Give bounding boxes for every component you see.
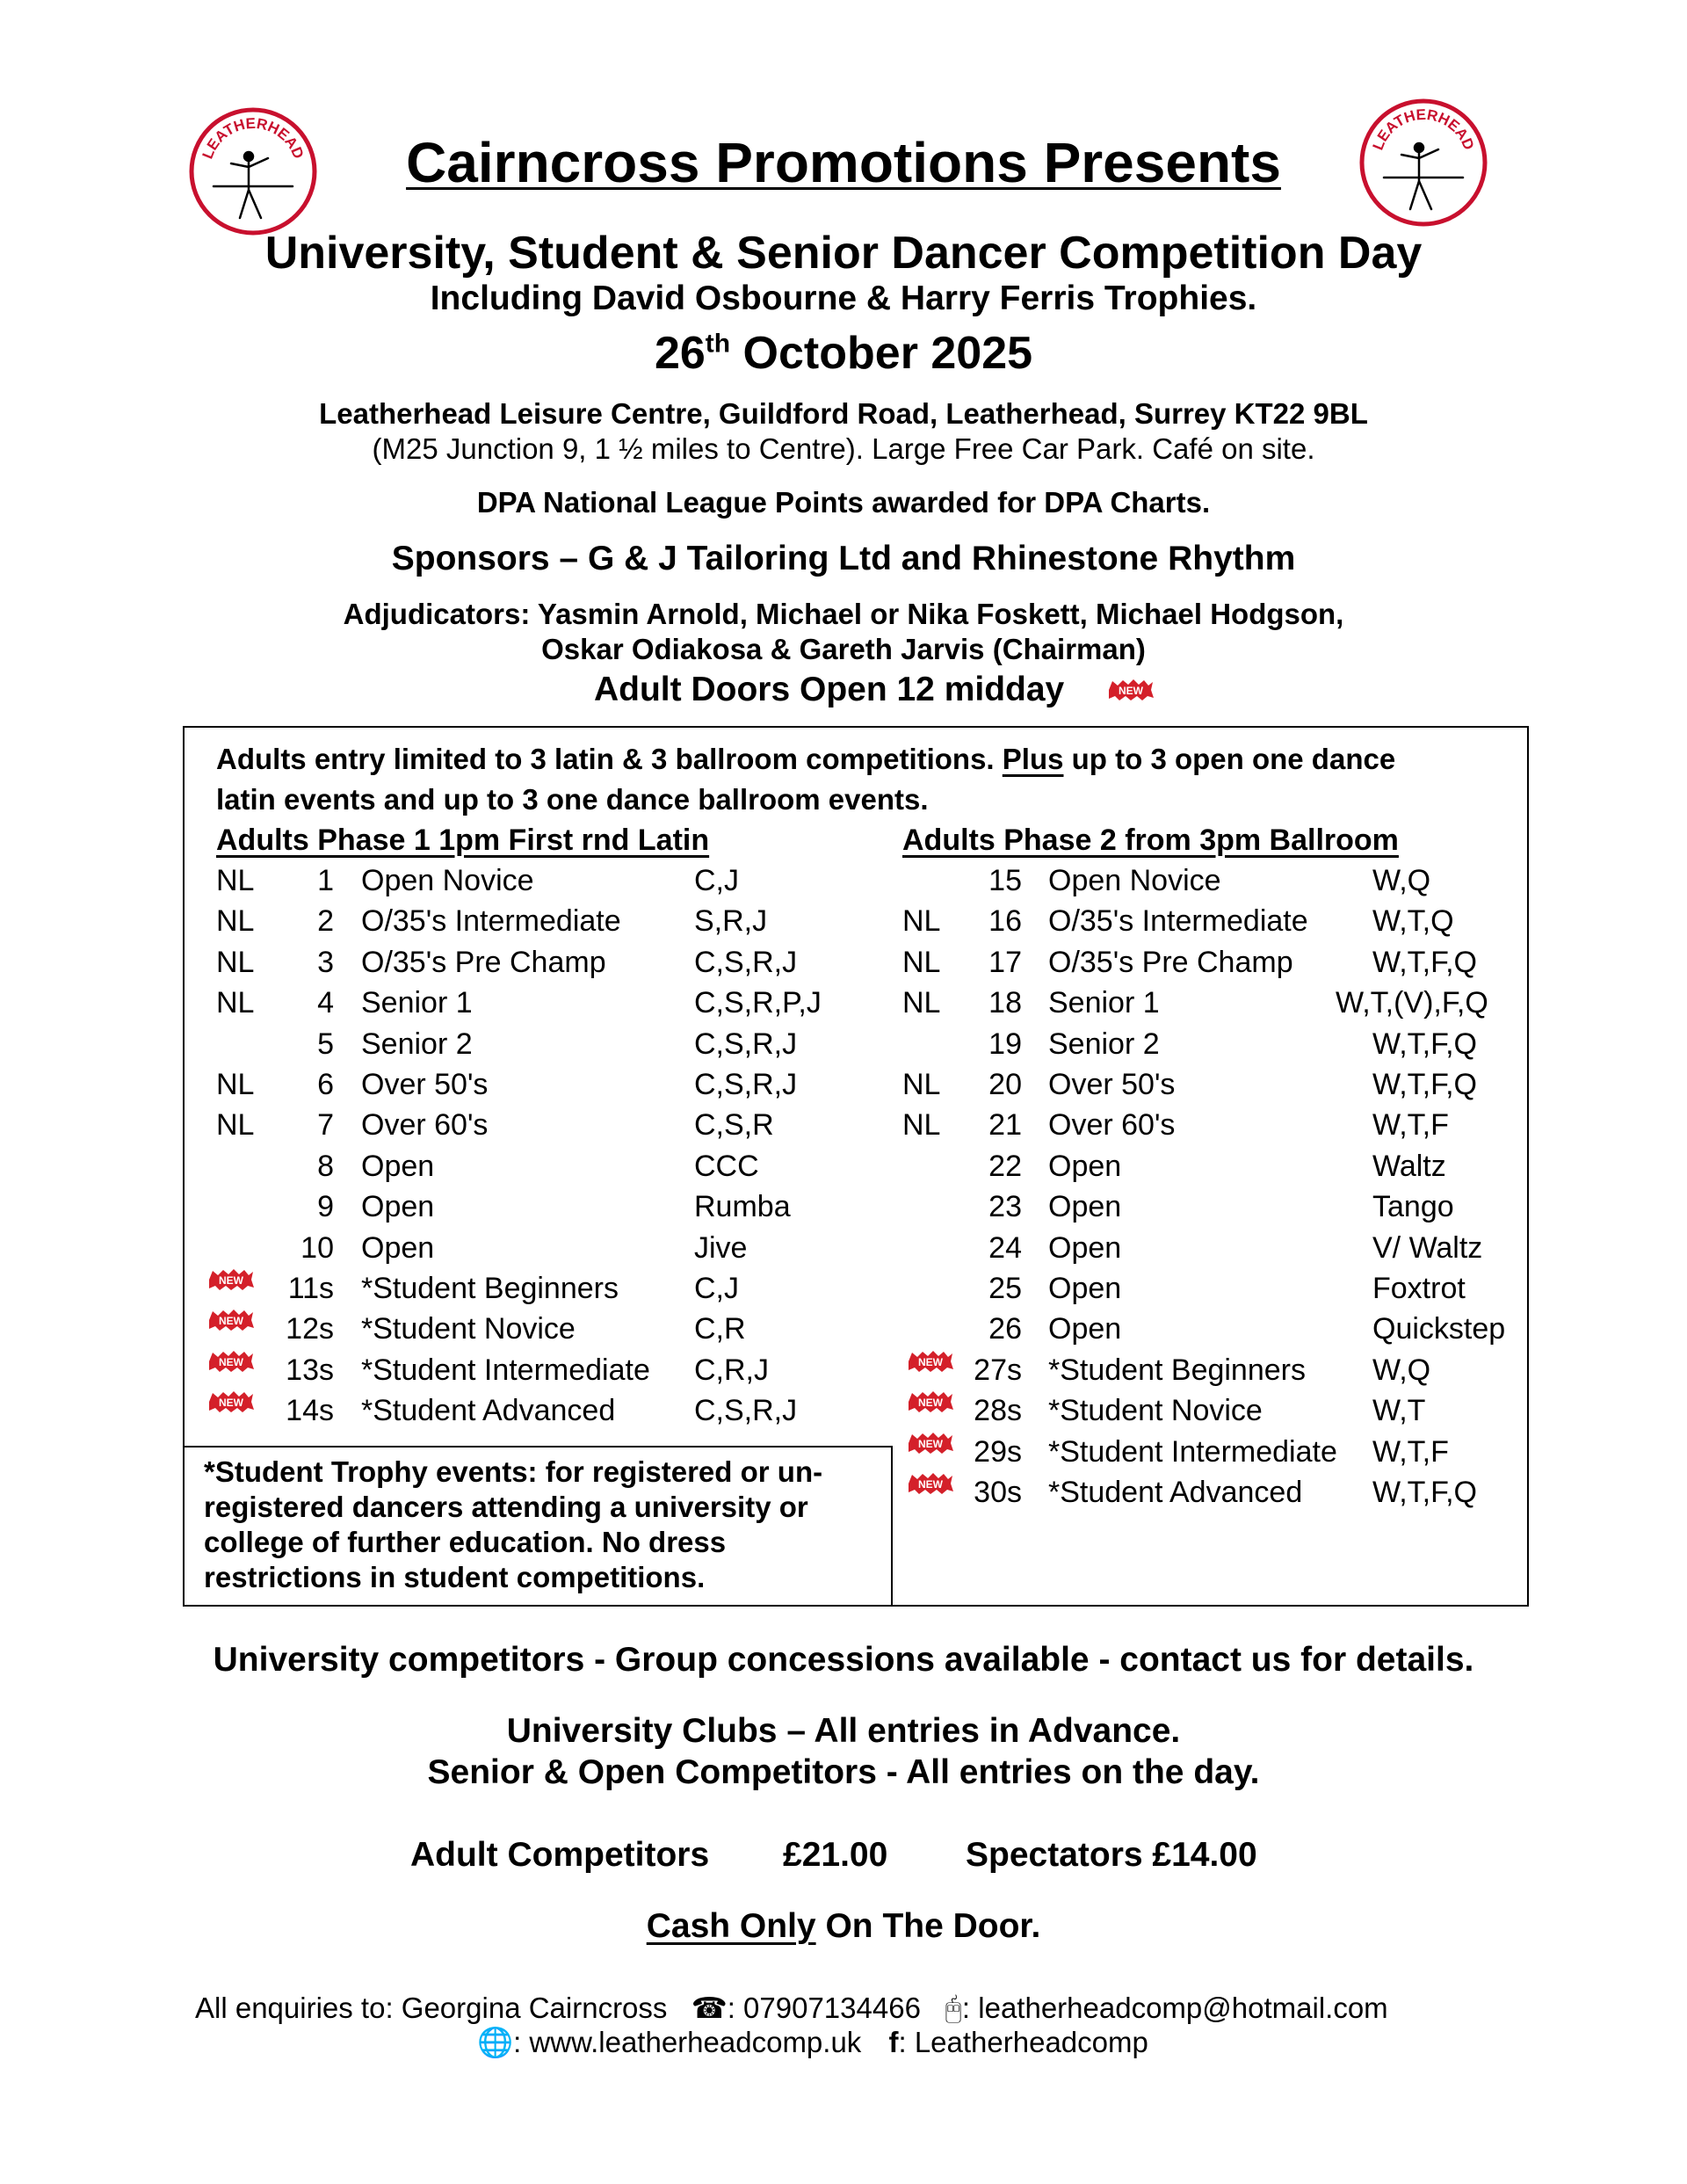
- event-name: Open Novice: [361, 864, 534, 897]
- event-name: *Student Beginners: [1048, 1353, 1306, 1387]
- event-number: 15: [988, 864, 1022, 897]
- student-note-line: restrictions in student competitions.: [204, 1561, 706, 1593]
- venue-directions: (M25 Junction 9, 1 ½ miles to Centre). Large Free Car Park. Café on site.: [372, 432, 1315, 465]
- nl-marker: NL: [216, 864, 255, 897]
- event-dances: W,Q: [1372, 1353, 1431, 1387]
- event-number: 5: [317, 1027, 334, 1061]
- event-dances: Quickstep: [1372, 1312, 1506, 1346]
- event-number: 24: [988, 1230, 1022, 1265]
- event-dances: W,T,F,Q: [1372, 1068, 1477, 1101]
- latin-heading: Adults Phase 1 1pm First rnd Latin: [216, 824, 710, 857]
- event-number: 29s: [974, 1434, 1022, 1469]
- entry-rules-line-2: latin events and up to 3 one dance ballroom events.: [216, 783, 929, 816]
- new-badge-icon: [1107, 678, 1155, 701]
- event-dances: Waltz: [1372, 1149, 1446, 1183]
- globe-icon: 🌐: [477, 2026, 514, 2058]
- group-concessions: University competitors - Group concessions available - contact us for details.: [213, 1641, 1474, 1679]
- event-name: Senior 1: [361, 986, 473, 1020]
- event-name: O/35's Pre Champ: [361, 945, 606, 979]
- nl-marker: NL: [216, 1068, 255, 1101]
- event-dances: C,J: [694, 1272, 739, 1305]
- new-badge-icon: [907, 1350, 954, 1373]
- dpa-points: DPA National League Points awarded for DPA Charts.: [476, 486, 1211, 519]
- event-number: 14s: [286, 1394, 334, 1428]
- event-row: [0, 901, 1687, 941]
- nl-marker: NL: [902, 945, 941, 979]
- university-clubs: University Clubs – All entries in Advance.: [506, 1712, 1181, 1750]
- event-name: *Student Beginners: [361, 1272, 619, 1305]
- event-dances: W,T,F,Q: [1372, 1476, 1477, 1509]
- event-dances: Jive: [694, 1230, 748, 1265]
- event-dances: Tango: [1372, 1190, 1454, 1224]
- event-dances: C,R,J: [694, 1353, 769, 1387]
- event-number: 10: [300, 1230, 334, 1265]
- event-number: 2: [317, 904, 334, 939]
- new-badge-icon: [907, 1472, 954, 1495]
- event-name: *Student Novice: [1048, 1394, 1263, 1428]
- event-name: Open: [361, 1230, 435, 1265]
- logo-text: LEATHERHEAD: [199, 114, 308, 162]
- event-name: Open: [1048, 1312, 1122, 1346]
- event-number: 20: [988, 1068, 1022, 1101]
- event-number: 28s: [974, 1394, 1022, 1428]
- adjudicators-line-1: Adjudicators: Yasmin Arnold, Michael or Nika Foskett, Michael Hodgson,: [343, 598, 1344, 630]
- event-number: 22: [988, 1149, 1022, 1183]
- event-name: *Student Advanced: [1048, 1476, 1303, 1509]
- svg-text:NEW: NEW: [918, 1437, 943, 1450]
- event-row: [0, 860, 1687, 901]
- svg-text:NEW: NEW: [219, 1355, 243, 1368]
- event-dances: W,T,(V),F,Q: [1336, 986, 1488, 1020]
- sponsors: Sponsors – G & J Tailoring Ltd and Rhinestone Rhythm: [391, 540, 1296, 577]
- svg-text:NEW: NEW: [1119, 685, 1143, 697]
- event-dances: V/ Waltz: [1372, 1230, 1483, 1265]
- event-number: 1: [317, 864, 334, 897]
- event-name: Open: [1048, 1230, 1122, 1265]
- event-name: Open: [361, 1190, 435, 1224]
- contact-line: [195, 1991, 1388, 2026]
- svg-text:NEW: NEW: [219, 1315, 243, 1328]
- event-number: 9: [317, 1190, 334, 1224]
- event-name: O/35's Intermediate: [361, 904, 621, 939]
- event-dances: C,S,R,P,J: [694, 986, 822, 1020]
- event-number: 17: [988, 945, 1022, 979]
- trophies-line: Including David Osbourne & Harry Ferris Trophies.: [430, 279, 1257, 317]
- adjudicators-line-2: Oskar Odiakosa & Gareth Jarvis (Chairman): [541, 633, 1146, 665]
- nl-marker: NL: [216, 986, 255, 1020]
- new-badge-icon: [907, 1390, 954, 1413]
- event-number: 21: [988, 1108, 1022, 1143]
- adult-price: £21.00: [783, 1836, 888, 1874]
- nl-marker: NL: [902, 904, 941, 939]
- event-row: [0, 1390, 1687, 1431]
- event-name: Open Novice: [1048, 864, 1221, 897]
- event-date: 26th October 2025: [654, 328, 1033, 379]
- event-dances: W,Q: [1372, 864, 1431, 897]
- event-dances: W,T,Q: [1372, 904, 1454, 939]
- page-title: Cairncross Promotions Presents: [406, 131, 1281, 194]
- phone-icon: ☎: [691, 1992, 728, 2024]
- nl-marker: NL: [902, 1068, 941, 1101]
- event-dances: CCC: [694, 1149, 759, 1183]
- event-name: Senior 1: [1048, 986, 1160, 1020]
- event-name: Senior 2: [361, 1027, 473, 1061]
- nl-marker: NL: [902, 986, 941, 1020]
- entry-rules-line-1: Adults entry limited to 3 latin & 3 ballroom competitions. Plus up to 3 open one dance: [216, 743, 1396, 775]
- event-name: Over 60's: [1048, 1108, 1176, 1143]
- web-line: [477, 2026, 1148, 2060]
- cash-only: Cash Only On The Door.: [646, 1907, 1041, 1945]
- facebook-link[interactable]: : Leatherheadcomp: [898, 2026, 1148, 2058]
- event-number: 25: [988, 1272, 1022, 1305]
- ballroom-heading: Adults Phase 2 from 3pm Ballroom: [902, 824, 1399, 857]
- student-note-line: *Student Trophy events: for registered or un-: [204, 1455, 823, 1488]
- event-dances: Foxtrot: [1372, 1272, 1466, 1305]
- student-note-line: registered dancers attending a university or: [204, 1491, 808, 1523]
- event-name: *Student Advanced: [361, 1394, 616, 1428]
- event-number: 3: [317, 945, 334, 979]
- event-name: Over 60's: [361, 1108, 489, 1143]
- event-dances: C,S,R,J: [694, 945, 798, 979]
- event-name: *Student Intermediate: [1048, 1434, 1337, 1469]
- svg-text:NEW: NEW: [219, 1397, 243, 1410]
- event-number: 26: [988, 1312, 1022, 1346]
- event-row: [0, 1146, 1687, 1186]
- event-dances: C,S,R,J: [694, 1027, 798, 1061]
- event-number: 18: [988, 986, 1022, 1020]
- event-number: 13s: [286, 1353, 334, 1387]
- event-number: 7: [317, 1108, 334, 1143]
- event-number: 27s: [974, 1353, 1022, 1387]
- event-name: Open: [1048, 1149, 1122, 1183]
- event-number: 6: [317, 1068, 334, 1101]
- event-number: 8: [317, 1149, 334, 1183]
- event-number: 30s: [974, 1476, 1022, 1509]
- event-number: 11s: [287, 1272, 334, 1305]
- student-note-line: college of further education. No dress: [204, 1526, 727, 1558]
- event-row: [0, 1105, 1687, 1145]
- event-dances: Rumba: [694, 1190, 791, 1224]
- website-link[interactable]: : www.leatherheadcomp.uk: [513, 2026, 862, 2058]
- event-dances: C,R: [694, 1312, 746, 1346]
- event-name: Open: [1048, 1190, 1122, 1224]
- event-row: [0, 1350, 1687, 1390]
- nl-marker: NL: [216, 945, 255, 979]
- event-row: [0, 1186, 1687, 1227]
- event-row: [0, 942, 1687, 983]
- event-name: Open: [361, 1149, 435, 1183]
- event-name: O/35's Pre Champ: [1048, 945, 1293, 979]
- doors-open: Adult Doors Open 12 midday: [594, 671, 1065, 708]
- event-name: Open: [1048, 1272, 1122, 1305]
- spectator-price: Spectators £14.00: [966, 1836, 1257, 1874]
- nl-marker: NL: [216, 1108, 255, 1143]
- enquiries-label: All enquiries to: Georgina Cairncross: [195, 1992, 668, 2024]
- event-name: Over 50's: [361, 1068, 489, 1101]
- logo-text: LEATHERHEAD: [1369, 105, 1478, 153]
- svg-text:NEW: NEW: [219, 1274, 243, 1287]
- event-name: Over 50's: [1048, 1068, 1176, 1101]
- svg-text:NEW: NEW: [918, 1355, 943, 1368]
- event-dances: S,R,J: [694, 904, 768, 939]
- event-row: [0, 1064, 1687, 1105]
- event-name: *Student Intermediate: [361, 1353, 650, 1387]
- event-dances: W,T: [1372, 1394, 1426, 1428]
- event-name: Senior 2: [1048, 1027, 1160, 1061]
- event-dances: W,T,F,Q: [1372, 1027, 1477, 1061]
- adult-label: Adult Competitors: [410, 1836, 710, 1874]
- event-dances: C,S,R,J: [694, 1068, 798, 1101]
- event-number: 4: [317, 986, 334, 1020]
- facebook-icon: f: [888, 2026, 899, 2058]
- event-row: [0, 1024, 1687, 1064]
- event-name: *Student Novice: [361, 1312, 576, 1346]
- event-row: [0, 1228, 1687, 1268]
- nl-marker: NL: [216, 904, 255, 939]
- event-dances: W,T,F,Q: [1372, 945, 1477, 979]
- nl-marker: NL: [902, 1108, 941, 1143]
- svg-text:NEW: NEW: [918, 1478, 943, 1491]
- event-number: 19: [988, 1027, 1022, 1061]
- event-number: 12s: [286, 1312, 334, 1346]
- event-dances: C,S,R: [694, 1108, 774, 1143]
- event-number: 16: [988, 904, 1022, 939]
- event-dances: C,S,R,J: [694, 1394, 798, 1428]
- event-name: O/35's Intermediate: [1048, 904, 1308, 939]
- event-dances: W,T,F: [1372, 1434, 1449, 1469]
- event-dances: C,J: [694, 864, 739, 897]
- venue-address: Leatherhead Leisure Centre, Guildford Road, Leatherhead, Surrey KT22 9BL: [319, 397, 1368, 430]
- subtitle: University, Student & Senior Dancer Competition Day: [264, 228, 1423, 279]
- event-row: [0, 1309, 1687, 1349]
- event-dances: W,T,F: [1372, 1108, 1449, 1143]
- senior-open-entries: Senior & Open Competitors - All entries on the day.: [427, 1753, 1260, 1791]
- phone-number[interactable]: : 07907134466: [727, 1992, 921, 2024]
- event-row: [0, 983, 1687, 1023]
- event-row: [0, 1268, 1687, 1309]
- new-badge-icon: [907, 1432, 954, 1455]
- event-number: 23: [988, 1190, 1022, 1224]
- email-address[interactable]: : leatherheadcomp@hotmail.com: [961, 1992, 1388, 2024]
- svg-text:NEW: NEW: [918, 1397, 943, 1410]
- mouse-icon: 🖰: [945, 1992, 962, 2024]
